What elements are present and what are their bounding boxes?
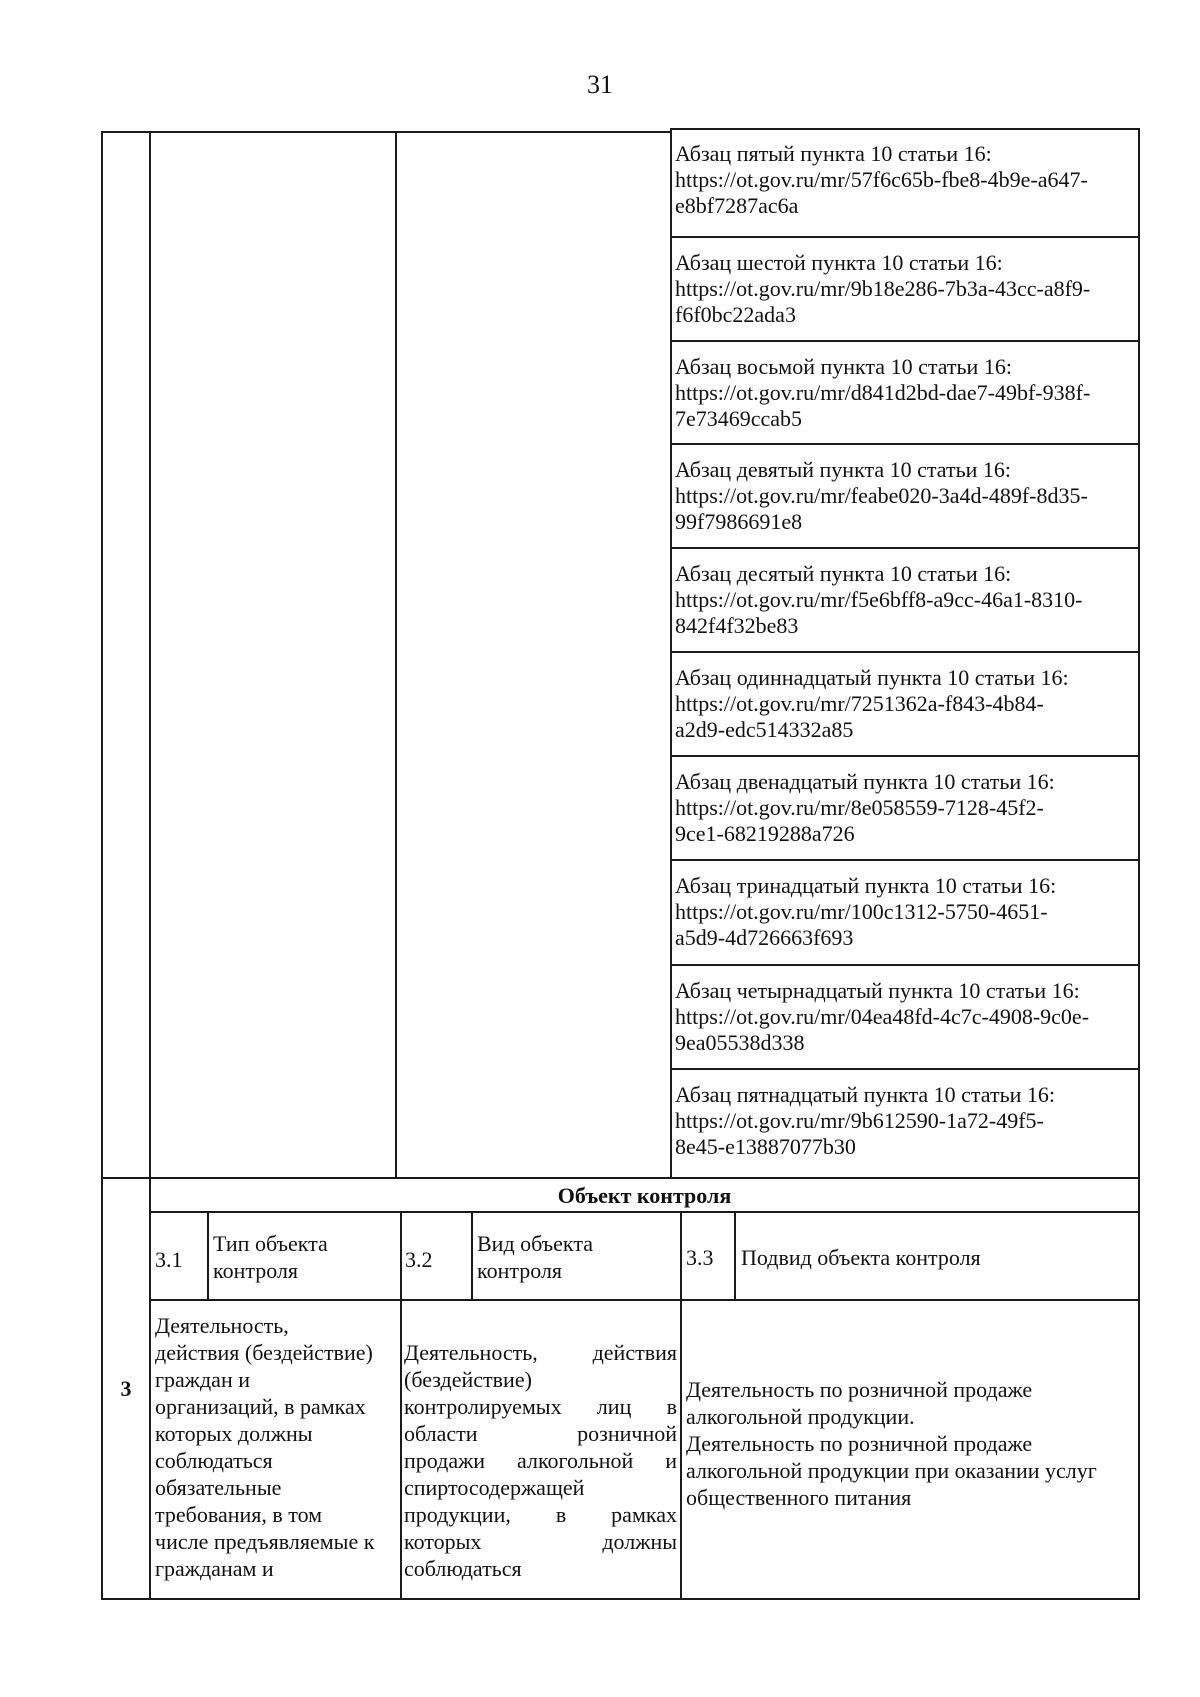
section-3-top-border bbox=[101, 1177, 1140, 1179]
object-kind-line: которых должны bbox=[404, 1529, 677, 1554]
entry-text: Абзац тринадцатый пункта 10 статьи 16: https://ot.gov.ru/mr/100c1312-5750-4651- a5d9-4d726663f693 bbox=[675, 873, 1057, 950]
entry-text: Абзац шестой пункта 10 статьи 16: https://ot.gov.ru/mr/9b18e286-7b3a-43cc-a8f9- f6f0bc22ada3 bbox=[675, 250, 1091, 327]
entry-text: Абзац девятый пункта 10 статьи 16: https://ot.gov.ru/mr/feabe020-3a4d-489f-8d35- 99f7986691e8 bbox=[675, 457, 1088, 534]
entry-text: Абзац восьмой пункта 10 статьи 16: https://ot.gov.ru/mr/d841d2bd-dae7-49bf-938f- 7e73469ccab5 bbox=[675, 354, 1091, 431]
subsection-label: Подвид объекта контроля bbox=[741, 1245, 981, 1270]
sub-33-divider bbox=[734, 1211, 736, 1300]
entry-separator bbox=[670, 236, 1140, 238]
entry-text: Абзац четырнадцатый пункта 10 статьи 16: https://ot.gov.ru/mr/04ea48fd-4c7c-4908-9c0e- 9ea05538d338 bbox=[675, 978, 1090, 1055]
object-kind-line: продажи алкогольной и bbox=[404, 1448, 677, 1473]
entry-text: Абзац пятнадцатый пункта 10 статьи 16: https://ot.gov.ru/mr/9b612590-1a72-49f5- 8e45-e13887077b30 bbox=[675, 1082, 1056, 1159]
subheader-bottom bbox=[149, 1299, 1140, 1301]
entry-separator bbox=[670, 859, 1140, 861]
object-subkind-text: Деятельность по розничной продаже алкогольной продукции. Деятельность по розничной продаже алкогольной продукции при оказании услуг общественного питания bbox=[686, 1377, 1097, 1510]
entry-separator bbox=[670, 1068, 1140, 1070]
table-right-border bbox=[1138, 128, 1140, 1600]
entry-separator bbox=[670, 443, 1140, 445]
sub-32-divider bbox=[471, 1211, 473, 1300]
entry-text: Абзац одиннадцатый пункта 10 статьи 16: https://ot.gov.ru/mr/7251362a-f843-4b84- a2d9-edc514332a85 bbox=[675, 665, 1069, 742]
table-bottom-border bbox=[101, 1598, 1140, 1600]
object-kind-line: соблюдаться bbox=[404, 1556, 522, 1581]
object-kind-text bbox=[404, 1339, 677, 1582]
sub-31-divider bbox=[207, 1211, 209, 1300]
object-kind-line: продукции, в рамках bbox=[404, 1502, 677, 1527]
object-kind-line: (бездействие) bbox=[404, 1367, 532, 1392]
section-3-col-divider-1 bbox=[400, 1211, 402, 1598]
entry-text: Абзац пятый пункта 10 статьи 16: https://ot.gov.ru/mr/57f6c65b-fbe8-4b9e-a647- e8bf7287ac6a bbox=[675, 141, 1088, 218]
page-number: 31 bbox=[587, 70, 613, 99]
section-header: Объект контроля bbox=[557, 1183, 732, 1208]
entry-separator bbox=[670, 547, 1140, 549]
subsection-number: 3.1 bbox=[155, 1247, 183, 1272]
subsection-label: Тип объекта контроля bbox=[213, 1231, 328, 1283]
object-kind-line: Деятельность, действия bbox=[404, 1340, 677, 1365]
object-kind-line: контролируемых лиц в bbox=[404, 1394, 677, 1419]
column-border-2 bbox=[395, 131, 397, 1177]
section-3-col-divider-2 bbox=[680, 1211, 682, 1598]
object-kind-line: области розничной bbox=[404, 1421, 677, 1446]
object-type-text: Деятельность, действия (бездействие) граждан и организаций, в рамках которых должны соблюдаться обязательные требования, в том числе предъявляемые к гражданам и bbox=[155, 1313, 375, 1581]
entry-separator bbox=[670, 964, 1140, 966]
object-kind-line: спиртосодержащей bbox=[404, 1475, 585, 1500]
top-border-right bbox=[670, 128, 1140, 130]
section-number: 3 bbox=[120, 1376, 132, 1401]
subsection-number: 3.3 bbox=[686, 1245, 714, 1270]
entry-separator bbox=[670, 340, 1140, 342]
top-border-left bbox=[101, 131, 671, 133]
subsection-number: 3.2 bbox=[405, 1247, 433, 1272]
entry-text: Абзац десятый пункта 10 статьи 16: https://ot.gov.ru/mr/f5e6bff8-a9cc-46a1-8310- 842f4f32be83 bbox=[675, 561, 1083, 638]
section-3-header-bottom bbox=[149, 1211, 1140, 1213]
entry-separator bbox=[670, 755, 1140, 757]
entry-separator bbox=[670, 651, 1140, 653]
entry-text: Абзац двенадцатый пункта 10 статьи 16: https://ot.gov.ru/mr/8e058559-7128-45f2- 9ce1-68219288a726 bbox=[675, 769, 1055, 846]
subsection-label: Вид объекта контроля bbox=[477, 1231, 593, 1283]
